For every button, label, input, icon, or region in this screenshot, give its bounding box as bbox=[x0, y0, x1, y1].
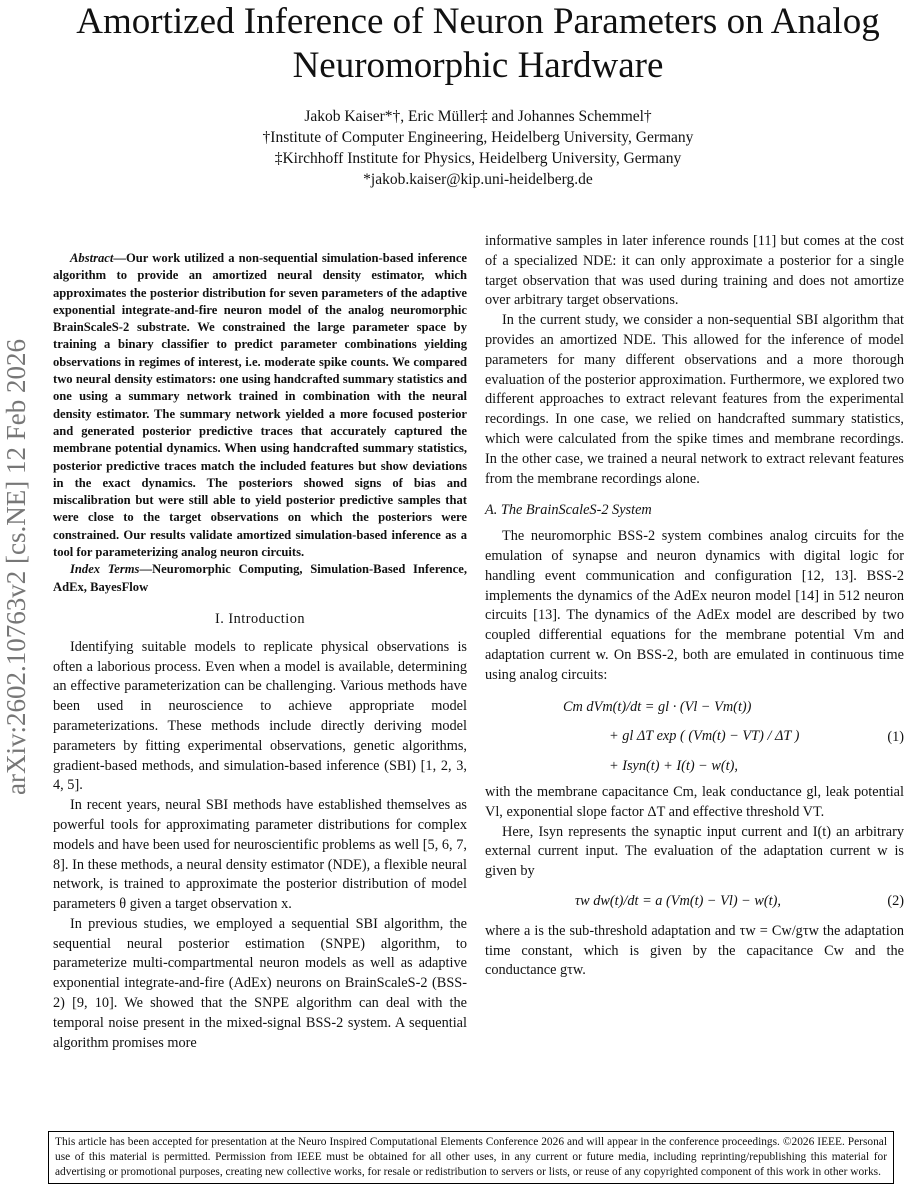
right-paragraph-3: The neuromorphic BSS-2 system combines analog circuits for the emulation of synapse and neuron dynamics with digital logic for handling event communication and configuration [12, 13]. BSS-2 implements the dynamics of the AdEx neuron model [14] in 512 neuron circuits [13]. The dynamics of the AdEx model are described by two coupled differential equations for the membrane potential Vm and adaptation current w. On BSS-2, both are emulated in continuous time using analog circuits: bbox=[485, 528, 904, 683]
index-terms-label: Index Terms bbox=[70, 562, 140, 577]
equation-1 bbox=[485, 698, 904, 777]
abstract-text: —Our work utilized a non-sequential simulation-based inference algorithm to provide an amortized neural density estimator, which approximates the posterior distribution for seven parameters of the adaptive exponential integrate-and-fire neuron model of the analog neuromorphic BrainScaleS-2 substrate. We constrained the large parameter space by training a binary classifier to predict parameter combinations yielding observations in regimes of interest, i.e. moderate spike counts. We compared two neural density estimators: one using handcrafted summary statistics and one using a summary network trained in combination with the neural density estimator. The summary network yielded a more focused posterior and generated posterior predictive traces that accurately captured the membrane potential dynamics. When using handcrafted summary statistics, posterior predictive traces match the included features but show deviations in the exact dynamics. The posteriors showed signs of bias and miscalibration but were still able to yield posterior predictive samples that were close to the target observations on which the posteriors were constrained. Our results validate amortized simulation-based inference as a tool for parameterizing analog neuron circuits. bbox=[53, 251, 467, 560]
section-heading-introduction: I. Introduction bbox=[214, 610, 306, 627]
abstract-label: Abstract bbox=[70, 251, 114, 265]
subsection-heading-bss2: A. The BrainScaleS-2 System bbox=[485, 502, 652, 519]
intro-paragraph-1: Identifying suitable models to replicate physical observations is often a laborious process. Even when a model is available, determining an effective parameterization can be challenging. Various methods have been used in neuroscience to achieve appropriate model parameterizations. These methods include directly deriving model parameters by fitting experimental observations, genetic algorithms, gradient-based methods, and simulation-based inference (SBI) [1, 2, 3, 4, 5]. bbox=[53, 638, 467, 794]
right-paragraph-2: In the current study, we consider a non-sequential SBI algorithm that provides an amortized NDE. This allowed for the inference of model parameters for many different observations and a more thorough evaluation of the posterior approximation. Furthermore, we explored two different approaches to extract relevant features from the experimental recordings. In one case, we relied on handcrafted summary statistics, which were calculated from the spike times and membrane recordings. In the other case, we trained a neural network to extract relevant features from the membrane recordings alone. bbox=[485, 312, 904, 487]
index-terms-text: —Neuromorphic Computing, Simulation-Based Inference, AdEx, BayesFlow bbox=[53, 562, 467, 594]
right-column bbox=[485, 232, 904, 981]
intro-paragraph-2: In recent years, neural SBI methods have established themselves as powerful tools for approximating parameter distributions for complex models and have been used for neuroscientific problems as well [5, 6, 7, 8]. In these methods, a neural density estimator (NDE), a flexible neural network, is trained to approximate the posterior distribution of model parameters θ given a target observation x. bbox=[53, 797, 467, 913]
paper-title: Amortized Inference of Neuron Parameters on Analog Neuromorphic Hardware bbox=[76, 1, 880, 86]
right-paragraph-4: with the membrane capacitance Cm, leak conductance gl, leak potential Vl, exponential slope factor ΔT and effective threshold VT. bbox=[485, 783, 904, 820]
affiliation-1: †Institute of Computer Engineering, Heidelberg University, Germany bbox=[262, 129, 694, 146]
copyright-notice: This article has been accepted for presentation at the Neuro Inspired Computational Elements Conference 2026 and will appear in the conference proceedings. ©2026 IEEE. Personal use of this material is permitted. Permission from IEEE must be obtained for all other uses, in any current or future media, including reprinting/republishing this material for advertising or promotional purposes, creating new collective works, for resale or redistribution to servers or lists, or reuse of any copyrighted component of this work in other works. bbox=[48, 1131, 894, 1184]
equation-1-line-2: + gl ΔT exp ( (Vm(t) − VT) / ΔT ) bbox=[609, 728, 800, 745]
abstract bbox=[53, 250, 467, 561]
affiliation-2: ‡Kirchhoff Institute for Physics, Heidelberg University, Germany bbox=[274, 150, 682, 167]
arxiv-stamp: arXiv:2602.10763v2 [cs.NE] 12 Feb 2026 bbox=[1, 339, 31, 795]
right-paragraph-5: Here, Isyn represents the synaptic input current and I(t) an arbitrary external current input. The evaluation of the adaptation current w is given by bbox=[485, 823, 904, 880]
right-paragraph-6: where a is the sub-threshold adaptation and τw = Cw/gτw the adaptation time constant, which is given by the capacitance Cw and the conductance gτw. bbox=[485, 922, 904, 979]
authors-line: Jakob Kaiser*†, Eric Müller‡ and Johannes Schemmel† bbox=[304, 108, 652, 125]
intro-paragraph-3: In previous studies, we employed a sequential SBI algorithm, the sequential neural posterior estimation (SNPE) algorithm, to parameterize multi-compartmental neuron models as well as adaptive exponential integrate-and-fire (AdEx) neurons on BrainScaleS-2 (BSS-2) [9, 10]. We showed that the SNPE algorithm can deal with the temporal noise present in the mixed-signal BSS-2 system. A sequential algorithm promises more bbox=[53, 915, 467, 1051]
equation-2-number: (2) bbox=[887, 892, 904, 909]
equation-1-line-1: Cm dVm(t)/dt = gl · (Vl − Vm(t)) bbox=[563, 698, 752, 715]
equation-2 bbox=[485, 892, 904, 912]
equation-1-line-3: + Isyn(t) + I(t) − w(t), bbox=[609, 758, 738, 775]
left-column bbox=[53, 250, 467, 1053]
author-email: *jakob.kaiser@kip.uni-heidelberg.de bbox=[363, 171, 593, 188]
right-paragraph-1: informative samples in later inference rounds [11] but comes at the cost of a specialized NDE: it can only approximate a posterior for a single target observation that was used during training and does not amortize over arbitrary target observations. bbox=[485, 233, 904, 309]
equation-2-body: τw dw(t)/dt = a (Vm(t) − Vl) − w(t), bbox=[575, 892, 781, 909]
equation-1-number: (1) bbox=[887, 728, 904, 745]
author-block bbox=[150, 106, 806, 190]
index-terms bbox=[53, 561, 467, 596]
